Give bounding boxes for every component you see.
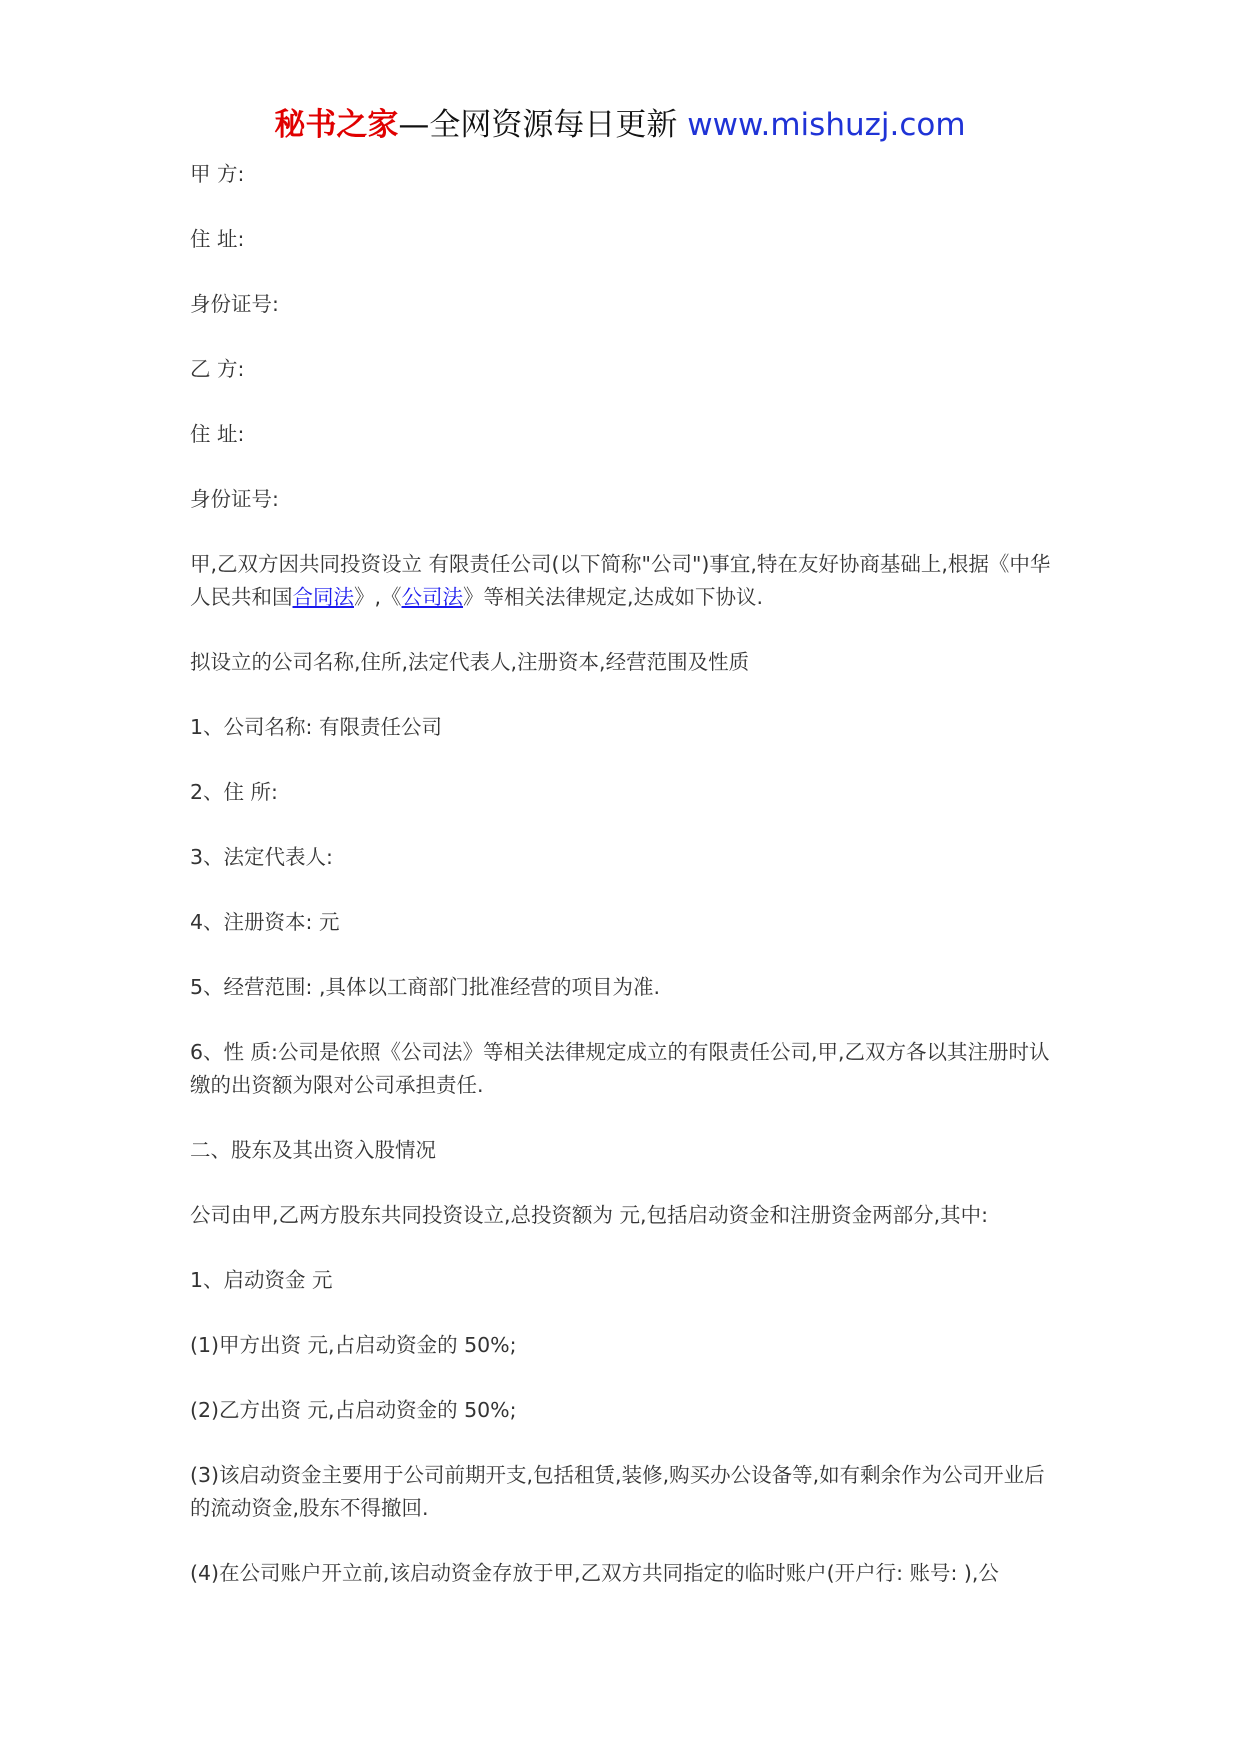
id-number-b-line: 身份证号: [190,487,279,511]
item-business-scope: 5、经营范围: ,具体以工商部门批准经营的项目为准. [190,975,660,999]
document-body [190,158,1060,1590]
startup-fund-party-a: (1)甲方出资 元,占启动资金的 50%; [190,1333,517,1357]
brand-name: 秘书之家 [274,107,399,143]
address-a-line: 住 址: [190,227,245,251]
startup-fund-party-b: (2)乙方出资 元,占启动资金的 50%; [190,1398,517,1422]
party-b-line: 乙 方: [190,357,245,381]
intro-paragraph [190,548,1060,614]
item-residence: 2、住 所: [190,780,278,804]
id-number-a-line: 身份证号: [190,292,279,316]
company-law-link[interactable]: 公司法 [401,585,464,609]
party-a-line: 甲 方: [190,162,245,186]
site-url-link[interactable]: www.mishuzj.com [687,107,966,143]
header-slogan: —全网资源每日更新 [398,107,678,143]
item-registered-capital: 4、注册资本: 元 [190,910,340,934]
startup-fund-usage: (3)该启动资金主要用于公司前期开支,包括租赁,装修,购买办公设备等,如有剩余作为公司开业后的流动资金,股东不得撤回. [190,1463,1045,1520]
item-nature: 6、性 质:公司是依照《公司法》等相关法律规定成立的有限责任公司,甲,乙双方各以其注册时认缴的出资额为限对公司承担责任. [190,1040,1050,1097]
intro-text-3: 》等相关法律规定,达成如下协议. [463,585,764,609]
intro-text-1: 甲,乙双方因共同投资设立 有限责任公司(以下简称"公司")事宜,特在友好协商基础上,根据《中华人民共和国 [190,552,1051,609]
contract-law-link[interactable]: 合同法 [292,585,354,609]
section-1-title: 拟设立的公司名称,住所,法定代表人,注册资本,经营范围及性质 [190,650,750,674]
startup-fund-account: (4)在公司账户开立前,该启动资金存放于甲,乙双方共同指定的临时账户(开户行: 账号: ),公 [190,1561,999,1585]
page-header [0,104,1240,146]
startup-fund-title: 1、启动资金 元 [190,1268,333,1292]
section-2-title: 二、股东及其出资入股情况 [190,1138,436,1162]
item-legal-representative: 3、法定代表人: [190,845,333,869]
section-2-intro: 公司由甲,乙两方股东共同投资设立,总投资额为 元,包括启动资金和注册资金两部分,其中: [190,1203,988,1227]
item-company-name: 1、公司名称: 有限责任公司 [190,715,442,739]
address-b-line: 住 址: [190,422,245,446]
intro-text-2: 》,《 [354,585,402,609]
